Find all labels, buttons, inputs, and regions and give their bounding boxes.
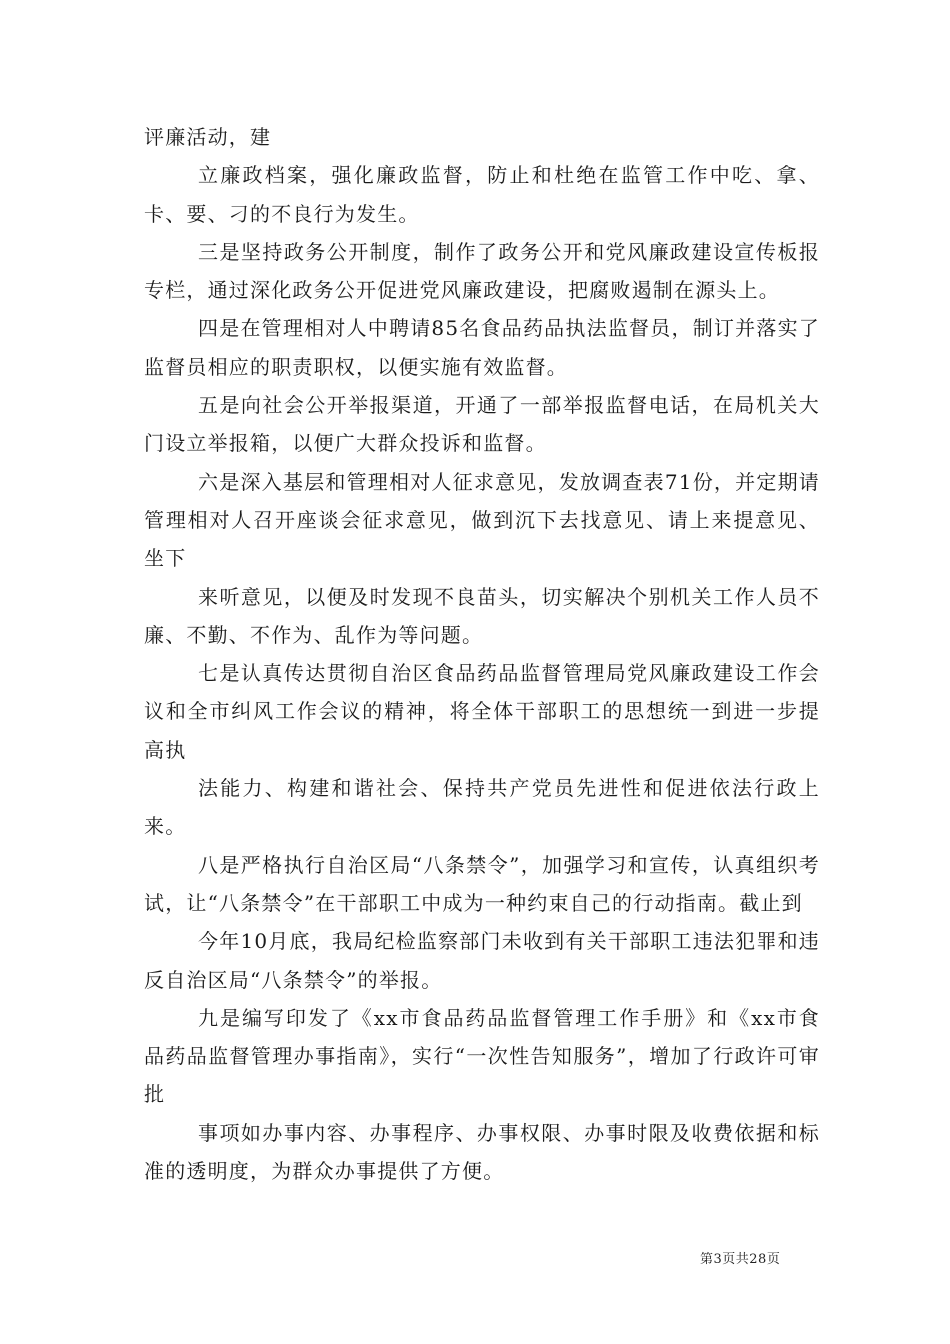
paragraph-13: 事项如办事内容、办事程序、办事权限、办事时限及收费依据和标准的透明度，为群众办事提供了方便。 (144, 1120, 820, 1184)
paragraph-12: 九是编写印发了《xx市食品药品监督管理工作手册》和《xx市食品药品监督管理办事指南》，实行“一次性告知服务”，增加了行政许可审批 (144, 1005, 820, 1107)
document-body (144, 118, 820, 1190)
paragraph-11: 今年10月底，我局纪检监察部门未收到有关干部职工违法犯罪和违反自治区局“八条禁令”的举报。 (144, 929, 820, 992)
paragraph-7: 来听意见，以便及时发现不良苗头，切实解决个别机关工作人员不廉、不勤、不作为、乱作为等问题。 (144, 584, 820, 647)
paragraph-1: 评廉活动，建 (144, 125, 272, 149)
paragraph-10: 八是严格执行自治区局“八条禁令”，加强学习和宣传，认真组织考试，让“八条禁令”在干部职工中成为一种约束自己的行动指南。截止到 (144, 852, 820, 915)
paragraph-9: 法能力、构建和谐社会、保持共产党员先进性和促进依法行政上来。 (144, 776, 820, 839)
paragraph-5: 五是向社会公开举报渠道，开通了一部举报监督电话，在局机关大门设立举报箱，以便广大群众投诉和监督。 (144, 393, 820, 456)
paragraph-8: 七是认真传达贯彻自治区食品药品监督管理局党风廉政建设工作会议和全市纠风工作会议的精神，将全体干部职工的思想统一到进一步提高执 (144, 661, 820, 762)
paragraph-2: 立廉政档案，强化廉政监督，防止和杜绝在监管工作中吃、拿、卡、要、刁的不良行为发生。 (144, 163, 820, 226)
paragraph-4: 四是在管理相对人中聘请85名食品药品执法监督员，制订并落实了监督员相应的职责职权，以便实施有效监督。 (144, 316, 820, 379)
paragraph-6: 六是深入基层和管理相对人征求意见，发放调查表71份，并定期请管理相对人召开座谈会征求意见，做到沉下去找意见、请上来提意见、坐下 (144, 469, 820, 571)
page-number-footer: 第3页共28页 (700, 1252, 781, 1267)
paragraph-3: 三是坚持政务公开制度，制作了政务公开和党风廉政建设宣传板报专栏，通过深化政务公开促进党风廉政建设，把腐败遏制在源头上。 (144, 239, 820, 303)
